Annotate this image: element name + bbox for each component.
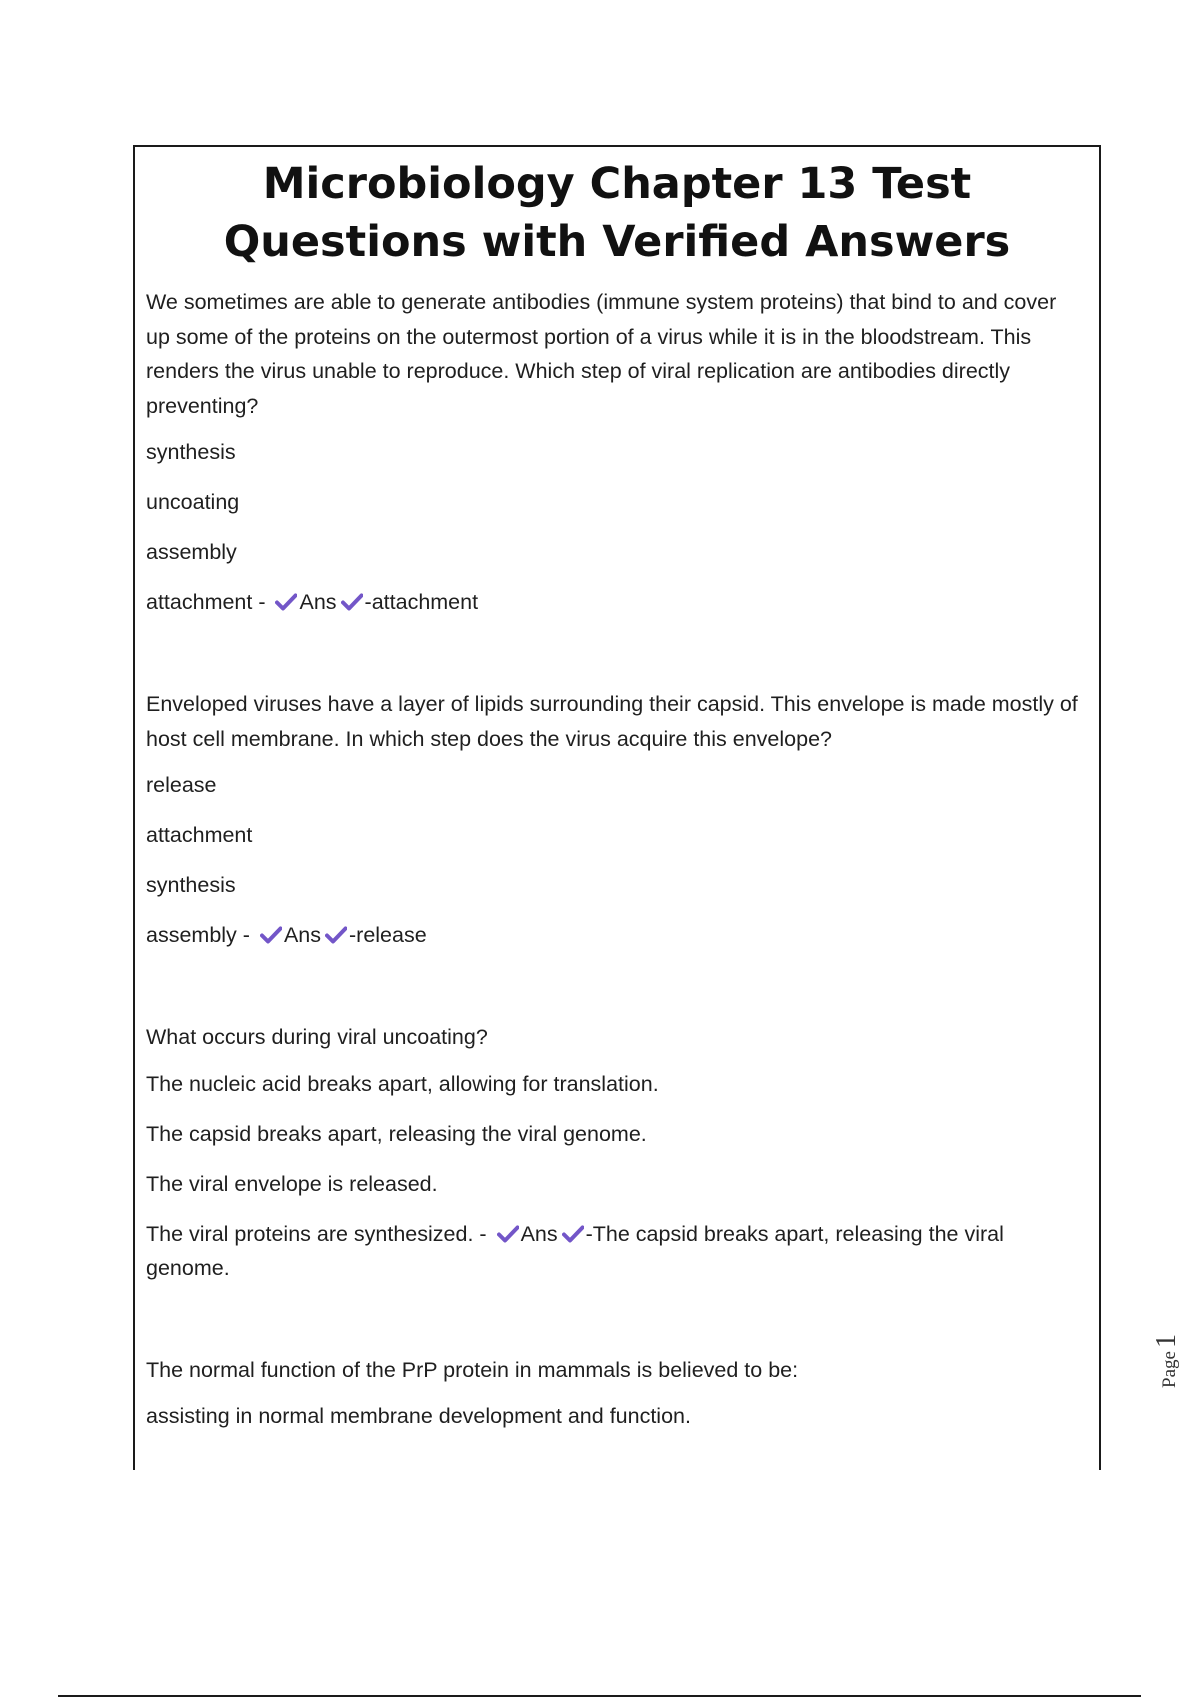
question-3-answer-line <box>146 1217 1085 1285</box>
question-2-ans-label: Ans <box>283 923 321 947</box>
page-number <box>1151 1334 1183 1388</box>
spacer <box>146 952 1085 1006</box>
question-2-option-2: attachment <box>146 823 253 847</box>
footer-divider <box>58 1695 1141 1697</box>
question-1-answer: -attachment <box>364 590 479 614</box>
question-2-text: Enveloped viruses have a layer of lipids surrounding their capsid. This envelope is made mostly of host cell membrane. In which step does the virus acquire this envelope? <box>146 692 1078 751</box>
document-title: Microbiology Chapter 13 Test Questions with Verified Answers <box>223 159 1011 267</box>
document-content <box>135 285 1099 1433</box>
spacer <box>146 619 1085 673</box>
page-frame <box>133 145 1101 1470</box>
question-3-option-3: The viral envelope is released. <box>146 1171 438 1196</box>
question-2-option-1: release <box>146 773 217 797</box>
question-3-text: What occurs during viral uncoating? <box>146 1025 488 1049</box>
spacer <box>146 1285 1085 1339</box>
question-1-text: We sometimes are able to generate antibodies (immune system proteins) that bind to and cover up some of the proteins on the outermost portion of a virus while it is in the bloodstream. This renders the virus unable to reproduce. Which step of viral replication are antibodies directly preventing? <box>146 290 1057 418</box>
question-1-option-4: attachment - <box>146 590 266 614</box>
question-1-option-1: synthesis <box>146 440 236 464</box>
question-3-option-4: The viral proteins are synthesized. - <box>146 1221 487 1246</box>
question-3-ans-label: Ans <box>520 1221 558 1246</box>
page-label: Page <box>1158 1351 1180 1388</box>
question-2-option-3: synthesis <box>146 873 236 897</box>
question-3-option-1: The nucleic acid breaks apart, allowing for translation. <box>146 1071 659 1096</box>
question-3-option-2: The capsid breaks apart, releasing the viral genome. <box>146 1121 647 1146</box>
check-icon <box>260 926 282 944</box>
check-icon <box>325 926 347 944</box>
question-1-option-2: uncoating <box>146 490 240 514</box>
check-icon <box>497 1225 519 1243</box>
question-2-option-4: assembly - <box>146 923 250 947</box>
check-icon <box>562 1225 584 1243</box>
question-2-answer-line <box>146 918 1085 952</box>
question-1-answer-line <box>146 585 1085 619</box>
check-icon <box>275 593 297 611</box>
check-icon <box>341 593 363 611</box>
question-1-ans-label: Ans <box>299 590 337 614</box>
question-3-answer: -The capsid breaks apart, releasing the viral genome. <box>146 1221 1004 1280</box>
question-1-option-3: assembly <box>146 540 237 564</box>
question-2-answer: -release <box>349 923 427 947</box>
page-number-value: 1 <box>1150 1334 1182 1349</box>
question-4-text: The normal function of the PrP protein in mammals is believed to be: <box>146 1357 799 1382</box>
question-4-option-1: assisting in normal membrane development and function. <box>146 1404 691 1428</box>
